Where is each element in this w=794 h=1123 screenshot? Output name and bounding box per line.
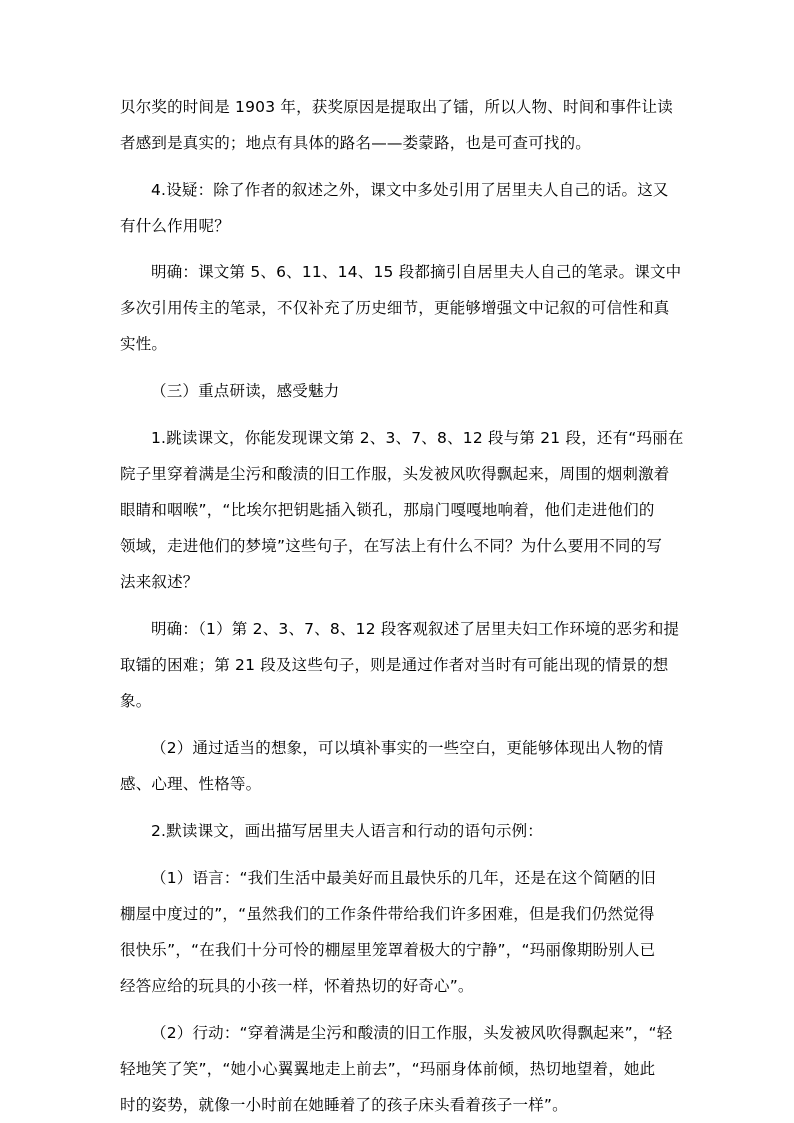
text-line: 感、心理、性格等。 — [120, 775, 262, 793]
text-line: 很快乐”，“在我们十分可怜的棚屋里笼罩着极大的宁静”，“玛丽像期盼别人已 — [120, 941, 656, 959]
text-line: （1）语言：“我们生活中最美好而且最快乐的几年，还是在这个简陋的旧 — [151, 869, 656, 887]
text-line: 时的姿势，就像一小时前在她睡着了的孩子床头看着孩子一样”。 — [120, 1096, 568, 1114]
text-line: 轻地笑了笑”，“她小心翼翼地走上前去”，“玛丽身体前倾，热切地望着，她此 — [120, 1060, 656, 1078]
text-line: 实性。 — [120, 335, 168, 353]
text-line: 领域，走进他们的梦境”这些句子，在写法上有什么不同？为什么要用不同的写 — [120, 537, 663, 555]
text-line: 明确：课文第 5、6、11、14、15 段都摘引自居里夫人自己的笔录。课文中 — [151, 263, 682, 281]
text-line: 1.跳读课文，你能发现课文第 2、3、7、8、12 段与第 21 段，还有“玛丽在 — [151, 429, 684, 447]
text-line: 明确：（1）第 2、3、7、8、12 段客观叙述了居里夫妇工作环境的恶劣和提 — [151, 620, 680, 638]
text-line: （2）通过适当的想象，可以填补事实的一些空白，更能够体现出人物的情 — [151, 739, 664, 757]
text-line: 贝尔奖的时间是 1903 年，获奖原因是提取出了镭，所以人物、时间和事件让读 — [120, 98, 673, 116]
text-line: 有什么作用呢？ — [120, 217, 230, 235]
text-line: 象。 — [120, 692, 152, 710]
text-line: 法来叙述？ — [120, 573, 199, 591]
text-line: 2.默读课文，画出描写居里夫人语言和行动的语句示例： — [151, 822, 543, 840]
text-line: 取镭的困难；第 21 段及这些句子，则是通过作者对当时有可能出现的情景的想 — [120, 656, 669, 674]
text-line: 经答应给的玩具的小孩一样，怀着热切的好奇心”。 — [120, 977, 474, 995]
text-line: （2）行动：“穿着满是尘污和酸渍的旧工作服，头发被风吹得飘起来”，“轻 — [151, 1024, 673, 1042]
section-heading: （三）重点研读，感受魅力 — [151, 382, 340, 400]
text-line: 棚屋中度过的”，“虽然我们的工作条件带给我们许多困难，但是我们仍然觉得 — [120, 905, 655, 923]
text-line: 4.设疑：除了作者的叙述之外，课文中多处引用了居里夫人自己的话。这又 — [151, 181, 669, 199]
text-line: 多次引用传主的笔录，不仅补充了历史细节，更能够增强文中记叙的可信性和真 — [120, 299, 670, 317]
text-line: 眼睛和咽喉”，“比埃尔把钥匙插入锁孔，那扇门嘎嘎地响着，他们走进他们的 — [120, 501, 655, 519]
text-line: 院子里穿着满是尘污和酸渍的旧工作服，头发被风吹得飘起来，周围的烟刺激着 — [120, 465, 670, 483]
text-line: 者感到是真实的；地点有具体的路名——娄蒙路，也是可查可找的。 — [120, 134, 592, 152]
